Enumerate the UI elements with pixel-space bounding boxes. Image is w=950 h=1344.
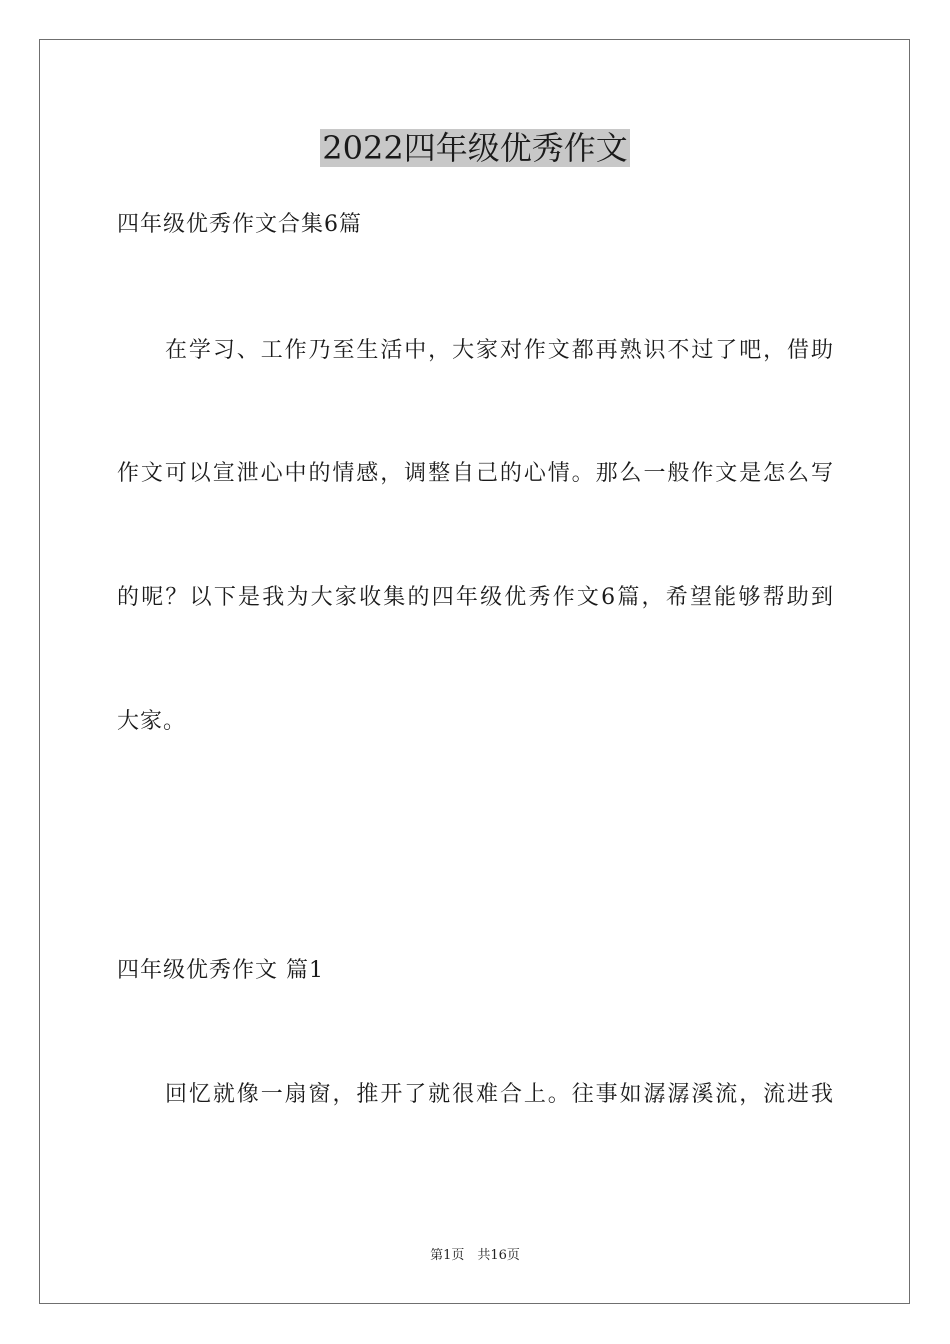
document-title-text: 2022四年级优秀作文 (322, 129, 628, 167)
intro-line-2: 作文可以宣泄心中的情感，调整自己的心情。那么一般作文是怎么写 (117, 461, 833, 486)
section-line-1: 回忆就像一扇窗，推开了就很难合上。往事如潺潺溪流，流进我 (165, 1082, 833, 1107)
document-title (0, 127, 950, 169)
intro-line-1: 在学习、工作乃至生活中，大家对作文都再熟识不过了吧，借助 (165, 338, 833, 363)
section-heading: 四年级优秀作文 篇1 (117, 958, 324, 983)
intro-line-3: 的呢？以下是我为大家收集的四年级优秀作文6篇，希望能够帮助到 (117, 585, 833, 610)
document-subtitle: 四年级优秀作文合集6篇 (117, 212, 362, 237)
intro-line-4: 大家。 (117, 709, 187, 734)
page-footer: 第1页 共16页 (430, 1248, 520, 1263)
